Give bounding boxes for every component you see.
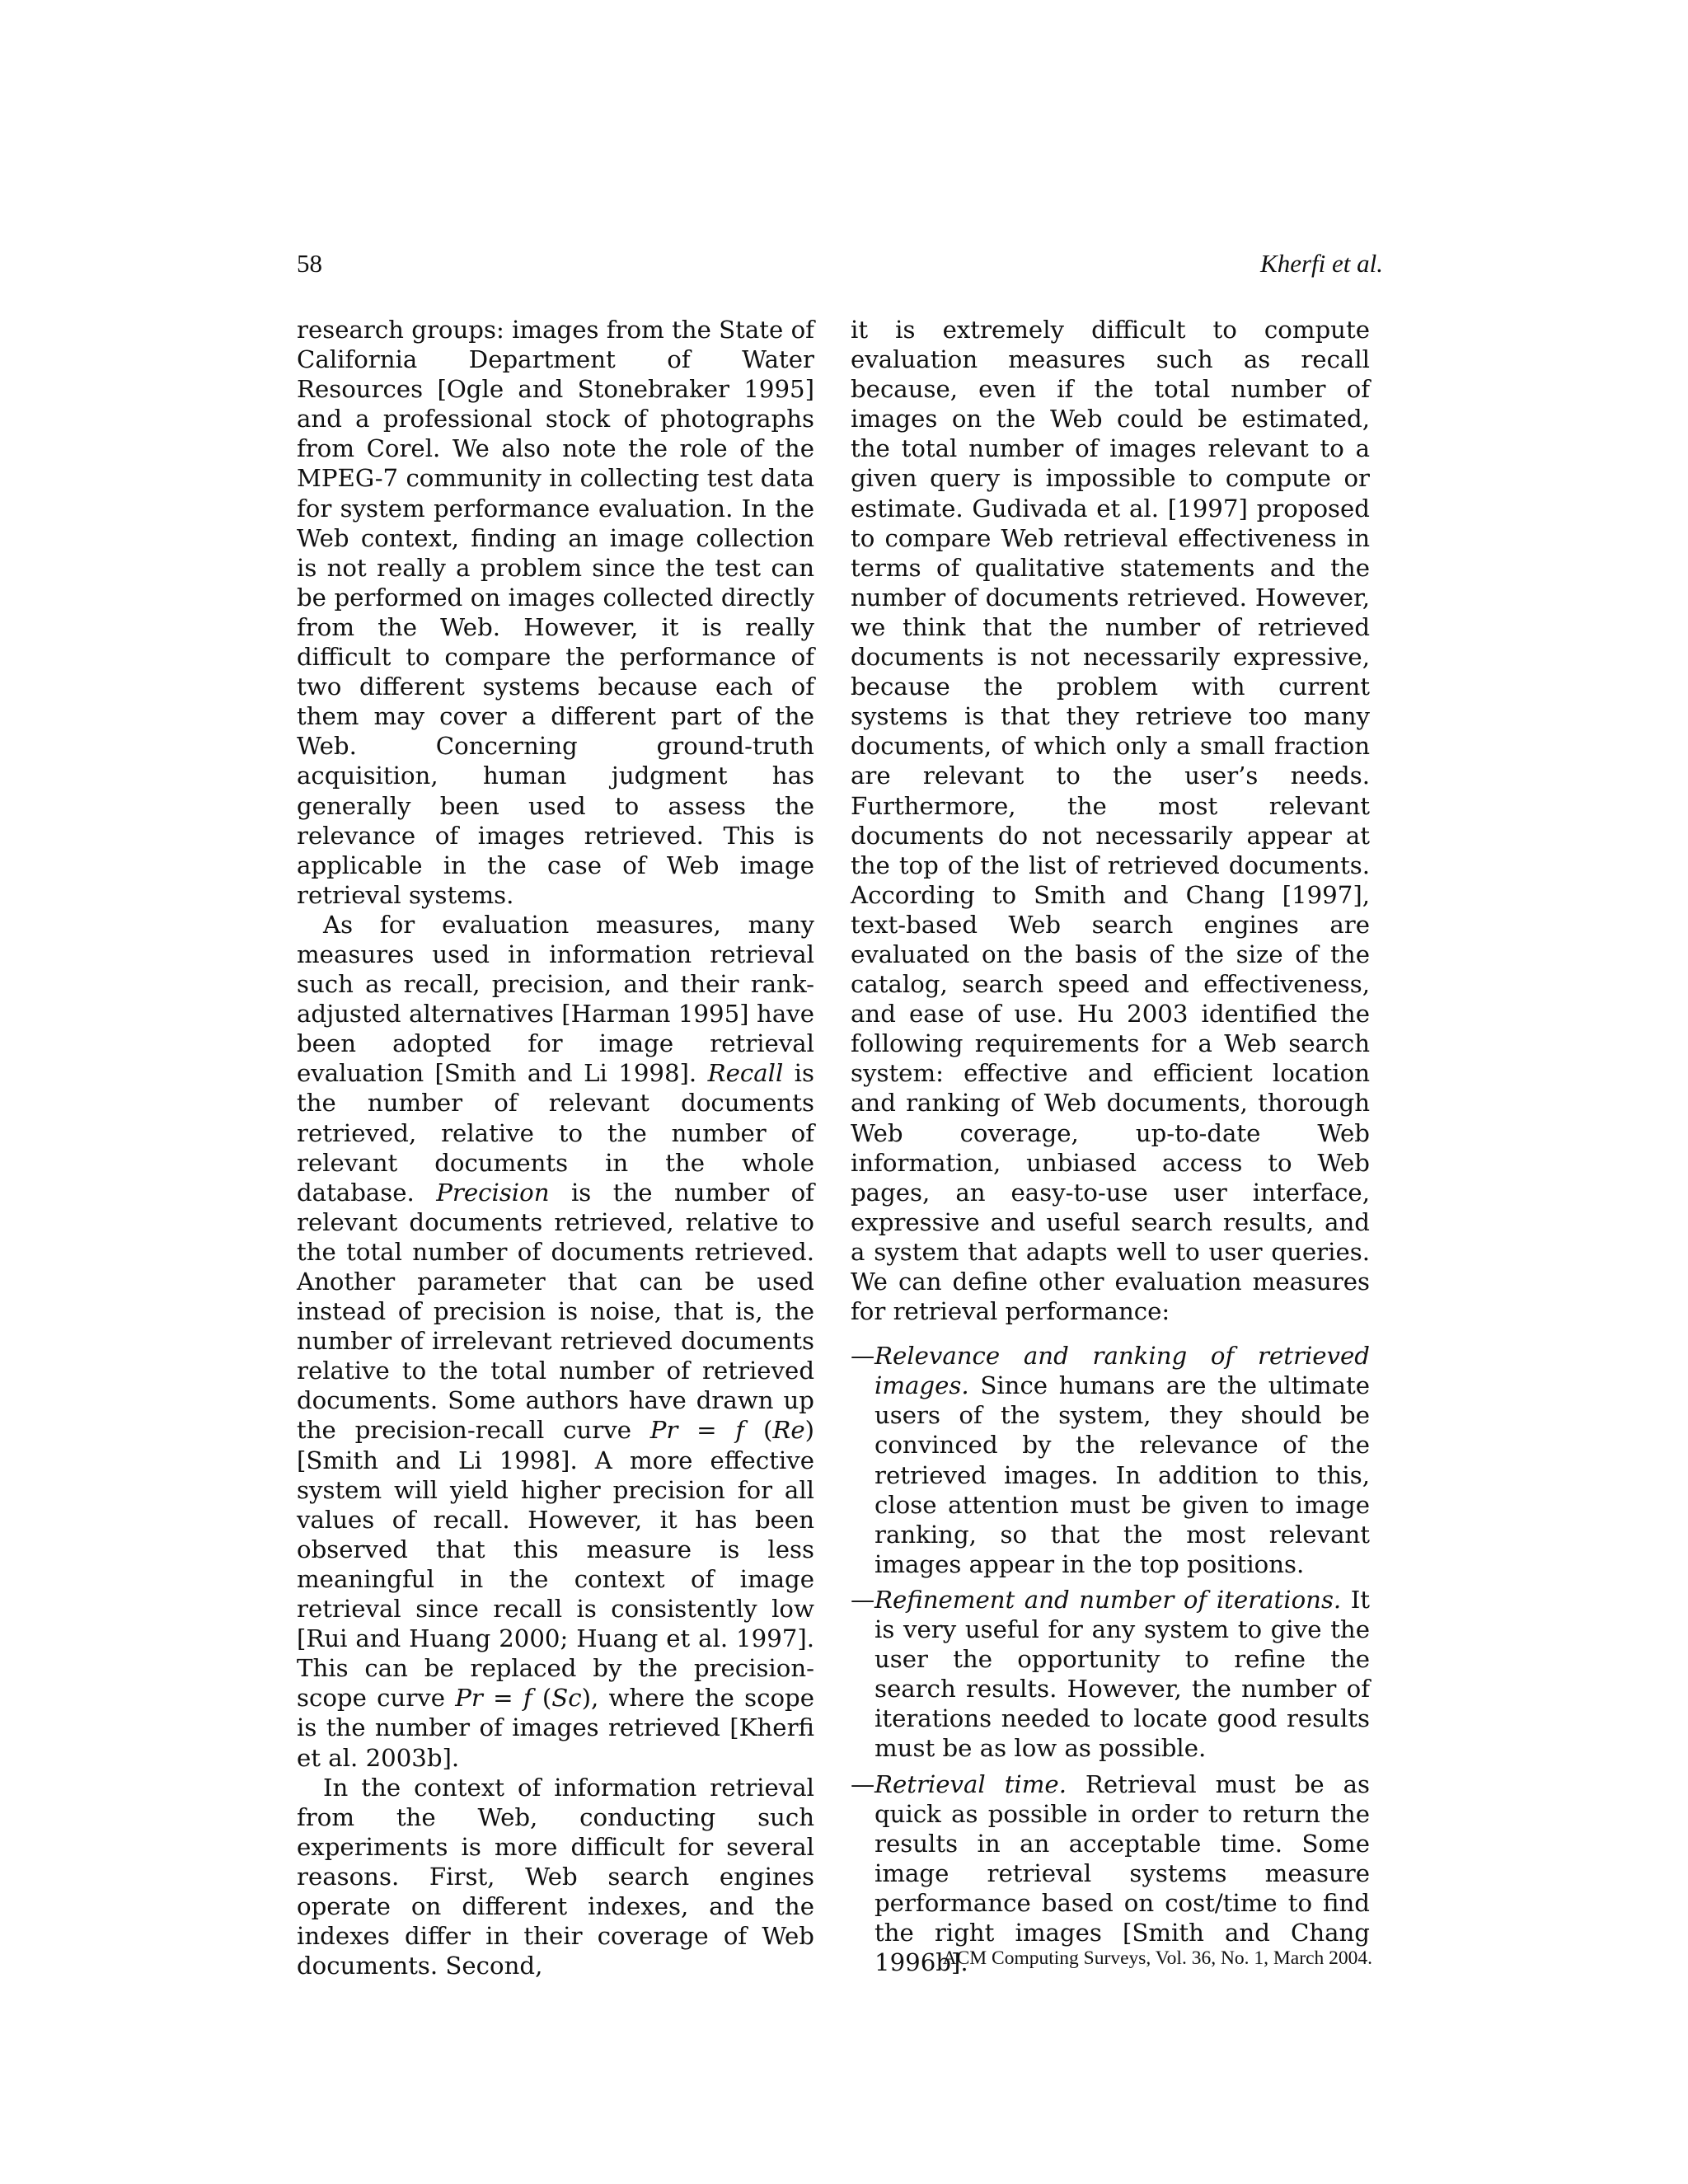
- math-var: Pr: [455, 1684, 483, 1713]
- math-op: =: [482, 1684, 523, 1713]
- math-paren: (: [744, 1416, 773, 1445]
- math-var: Re: [772, 1416, 805, 1445]
- equation-precision-scope: [455, 1684, 591, 1712]
- math-op: =: [678, 1416, 736, 1445]
- math-var: f: [735, 1416, 745, 1445]
- text-span: , where the scope is the number of images retrieved [Kherfi et al. 2003b].: [297, 1684, 815, 1772]
- term-precision: Precision: [436, 1178, 550, 1207]
- paragraph: it is extremely difficult to compute evaluation measures such as recall because, even if the total number of images on the Web could be estimated, the total number of images relevant to a given query is impossible to compute or estimate. Gudivada et al. [1997] proposed to compare Web retrieval effectiveness in terms of qualitative statements and the number of documents retrieved. However, we think that the number of retrieved documents is not necessarily expressive, because the problem with current systems is that they retrieve too many documents, of which only a small fraction are relevant to the user’s needs. Furthermore, the most relevant documents do not necessarily appear at the top of the list of retrieved documents. According to Smith and Chang [1997], text-based Web search engines are evaluated on the basis of the size of the catalog, search speed and effectiveness, and ease of use. Hu 2003 identified the following requirements for a Web search system: effective and efficient location and ranking of Web documents, thorough Web coverage, up-to-date Web information, unbiased access to Web pages, an easy-to-use user interface, expressive and useful search results, and a system that adapts well to user queries. We can define other evaluation measures for retrieval performance:: [851, 316, 1370, 1326]
- left-column: [297, 315, 814, 1980]
- list-item-text: It is very useful for any system to give the user the opportunity to refine the search results. However, the number of iterations needed to locate good results must be as low as possible.: [874, 1585, 1370, 1763]
- math-var: Pr: [649, 1416, 678, 1445]
- text-span: is the number of relevant documents retrieved, relative to the total number of documents retrieved. Another parameter that can be used instead of precision is noise, that is, the number of irrelevant retrieved documents relative to the total number of retrieved documents. Some authors have drawn up the precision-recall curve: [297, 1178, 814, 1445]
- dash-marker: —: [851, 1585, 875, 1614]
- paragraph: In the context of information retrieval from the Web, conducting such experiments is more difficult for several reasons. First, Web search engines operate on different indexes, and the indexes differ in their coverage of Web documents. Second,: [297, 1773, 814, 1980]
- term-recall: Recall: [707, 1059, 784, 1088]
- dash-marker: —: [851, 1769, 875, 1798]
- page-number: 58: [297, 249, 322, 278]
- text-span: is the number of relevant documents retrieved, relative to the number of relevant documents in the whole database.: [297, 1059, 814, 1207]
- right-column: [851, 315, 1370, 1983]
- math-var: f: [523, 1684, 532, 1713]
- equation-precision-recall: [650, 1416, 814, 1444]
- list-item-title: Refinement and number of iterations.: [874, 1585, 1342, 1614]
- list-item-text: Retrieval must be as quick as possible in order to return the results in an acceptable time. Some image retrieval systems measure performance based on cost/time to find the right images [Smith and Chang 1996b].: [874, 1769, 1370, 1977]
- list-item-title: Relevance and ranking of retrieved images.: [874, 1342, 1370, 1400]
- list-item: [851, 1341, 1370, 1579]
- math-paren: ): [581, 1684, 592, 1713]
- evaluation-measures-list: [851, 1341, 1370, 1977]
- list-item-text: Since humans are the ultimate users of the system, they should be convinced by the relevance of the retrieved images. In addition to this, close attention must be given to image ranking, so that the most relevant images appear in the top positions.: [874, 1371, 1370, 1578]
- math-paren: (: [532, 1684, 552, 1713]
- footer-citation: ACM Computing Surveys, Vol. 36, No. 1, March 2004.: [942, 1947, 1372, 1969]
- running-head: Kherfi et al.: [1260, 249, 1383, 278]
- text-span: [Smith and Li 1998]. A more effective system will yield higher precision for all values of recall. However, it has been observed that this measure is less meaningful in the context of image retrieval since recall is consistently low [Rui and Huang 2000; Huang et al. 1997]. This can be replaced by the precision-scope curve: [297, 1446, 814, 1713]
- dash-marker: —: [851, 1342, 875, 1371]
- math-paren: ): [804, 1416, 815, 1445]
- list-item-title: Retrieval time.: [874, 1769, 1067, 1798]
- math-var: Sc: [551, 1684, 582, 1713]
- list-item: [851, 1585, 1370, 1764]
- paragraph: research groups: images from the State of California Department of Water Resources [Ogle and Stonebraker 1995] and a professional stock of photographs from Corel. We also note the role of the MPEG-7 community in collecting test data for system performance evaluation. In the Web context, finding an image collection is not really a problem since the test can be performed on images collected directly from the Web. However, it is really difficult to compare the performance of two different systems because each of them may cover a different part of the Web. Concerning ground-truth acquisition, human judgment has generally been used to assess the relevance of images retrieved. This is applicable in the case of Web image retrieval systems.: [297, 316, 814, 909]
- paragraph-evaluation-measures: [297, 910, 814, 1773]
- text-span: As for evaluation measures, many measures used in information retrieval such as recall, precision, and their rank-adjusted alternatives [Harman 1995] have been adopted for image retrieval evaluation [Smith and Li 1998].: [297, 910, 814, 1088]
